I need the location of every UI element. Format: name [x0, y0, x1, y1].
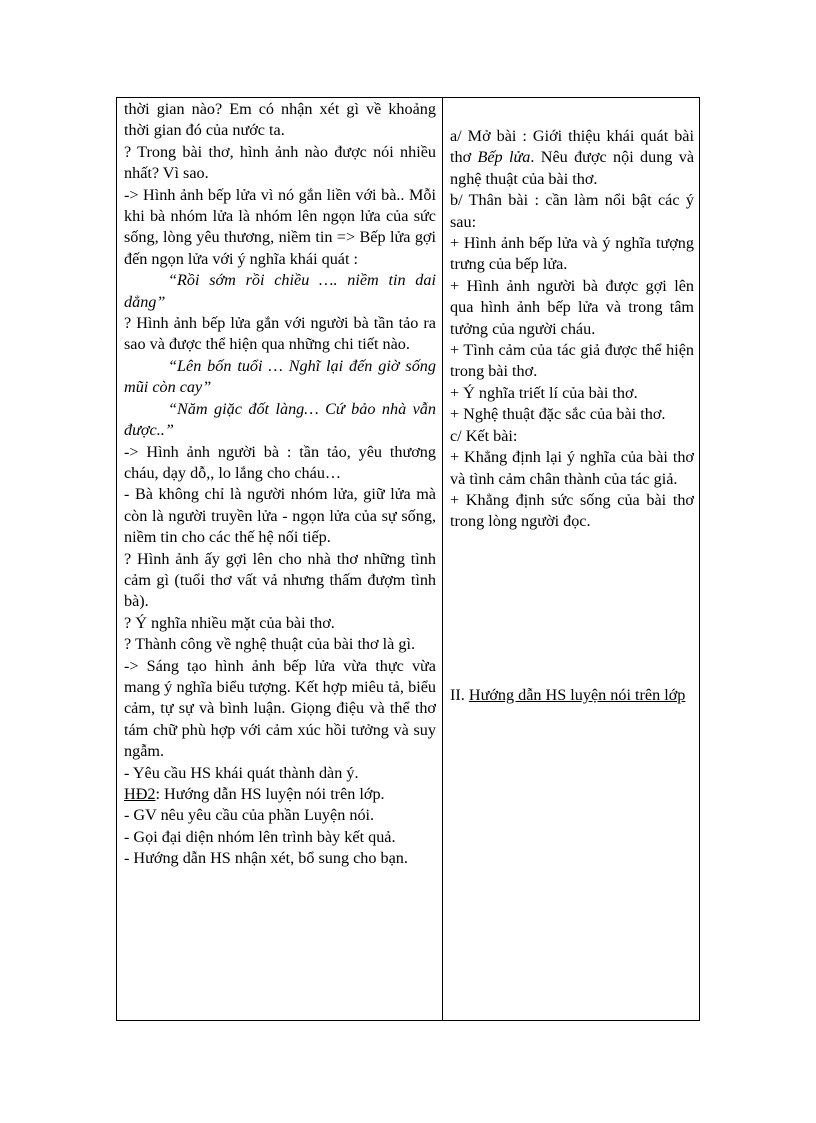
- section-heading: [450, 685, 694, 706]
- outline-point: + Ý nghĩa triết lí của bài thơ.: [450, 383, 638, 402]
- outline-point: + Khẳng định lại ý nghĩa của bài thơ và tình cảm chân thành của tác giả.: [450, 448, 694, 488]
- column-divider: [442, 98, 443, 1020]
- outline-body: b/ Thân bài : cần làm nổi bật các ý sau:: [450, 191, 694, 231]
- poem-title: Bếp lửa: [477, 148, 531, 167]
- outline-point: + Tình cảm của tác giả được thể hiện trong bài thơ.: [450, 341, 694, 381]
- outline-intro-text-end: . Nêu được nội dung và nghệ thuật của bài thơ.: [450, 148, 695, 188]
- poem-quote: “Lên bốn tuổi … Nghĩ lại đến giờ sống mũi còn cay”: [124, 356, 436, 397]
- spacer: [450, 533, 694, 685]
- outline-point: + Khẳng định sức sống của bài thơ trong lòng người đọc.: [450, 490, 694, 531]
- question: ? Hình ảnh bếp lửa gắn với người bà tần tảo ra sao và được thể hiện qua những chi tiết nào.: [124, 314, 436, 354]
- question: ? Hình ảnh ấy gợi lên cho nhà thơ những tình cảm gì (tuổi thơ vất vả nhưng thấm đượm tình bà).: [124, 549, 436, 611]
- instruction: - GV nêu yêu cầu của phần Luyện nói.: [124, 806, 375, 825]
- answer: -> Hình ảnh bếp lửa vì nó gắn liền với bà.. Mỗi khi bà nhóm lửa là nhóm lên ngọn lửa của sức sống, lòng yêu thương, niềm tin => Bếp lửa gợi đến ngọn lửa với ý nghĩa khái quát :: [124, 185, 436, 268]
- teacher-activity-column: [124, 99, 436, 870]
- outline-conclusion: c/ Kết bài:: [450, 426, 518, 445]
- lesson-table: [116, 97, 700, 1021]
- content-column: [450, 126, 694, 706]
- question: ? Ý nghĩa nhiều mặt của bài thơ.: [124, 613, 335, 632]
- outline-intro: [450, 126, 694, 190]
- outline-point: + Hình ảnh người bà được gợi lên qua hình ảnh bếp lửa và trong tâm tưởng của người cháu.: [450, 276, 694, 338]
- activity-label: HĐ2: [124, 785, 156, 803]
- section-number: II.: [450, 685, 469, 704]
- answer: -> Hình ảnh người bà : tần tảo, yêu thương cháu, dạy dỗ,, lo lắng cho cháu…: [124, 442, 436, 482]
- outline-point: + Hình ảnh bếp lửa và ý nghĩa tượng trưng của bếp lửa.: [450, 234, 694, 274]
- section-title: Hướng dẫn HS luyện nói trên lớp: [468, 685, 686, 704]
- instruction: - Gọi đại diện nhóm lên trình bày kết quả.: [124, 827, 396, 846]
- answer: -> Sáng tạo hình ảnh bếp lửa vừa thực vừa mang ý nghĩa biểu tượng. Kết hợp miêu tả, biểu cảm, tự sự và bình luận. Giọng điệu và thể thơ tám chữ phù hợp với cảm xúc hồi tưởng và suy ngẫm.: [124, 656, 436, 761]
- paragraph: thời gian nào? Em có nhận xét gì về khoảng thời gian đó của nước ta.: [124, 100, 436, 140]
- outline-point: + Nghệ thuật đặc sắc của bài thơ.: [450, 405, 666, 424]
- poem-quote: “Năm giặc đốt làng… Cứ bảo nhà vẫn được..”: [124, 399, 436, 440]
- question: ? Trong bài thơ, hình ảnh nào được nói nhiều nhất? Vì sao.: [124, 142, 436, 183]
- activity-text: : Hướng dẫn HS luyện nói trên lớp.: [155, 785, 385, 803]
- outline-intro-text: a/ Mở bài : Giới thiệu khái quát bài thơ: [450, 127, 694, 167]
- poem-quote: “Rồi sớm rồi chiều …. niềm tin dai dẳng”: [124, 271, 436, 311]
- question: ? Thành công về nghệ thuật của bài thơ là gì.: [124, 635, 416, 654]
- instruction: - Hướng dẫn HS nhận xét, bổ sung cho bạn.: [124, 849, 408, 868]
- activity-heading: [124, 784, 436, 805]
- instruction: - Yêu cầu HS khái quát thành dàn ý.: [124, 763, 359, 782]
- answer: - Bà không chỉ là người nhóm lửa, giữ lửa mà còn là người truyền lửa - ngọn lửa của sự sống, niềm tin cho các thế hệ nối tiếp.: [124, 485, 436, 547]
